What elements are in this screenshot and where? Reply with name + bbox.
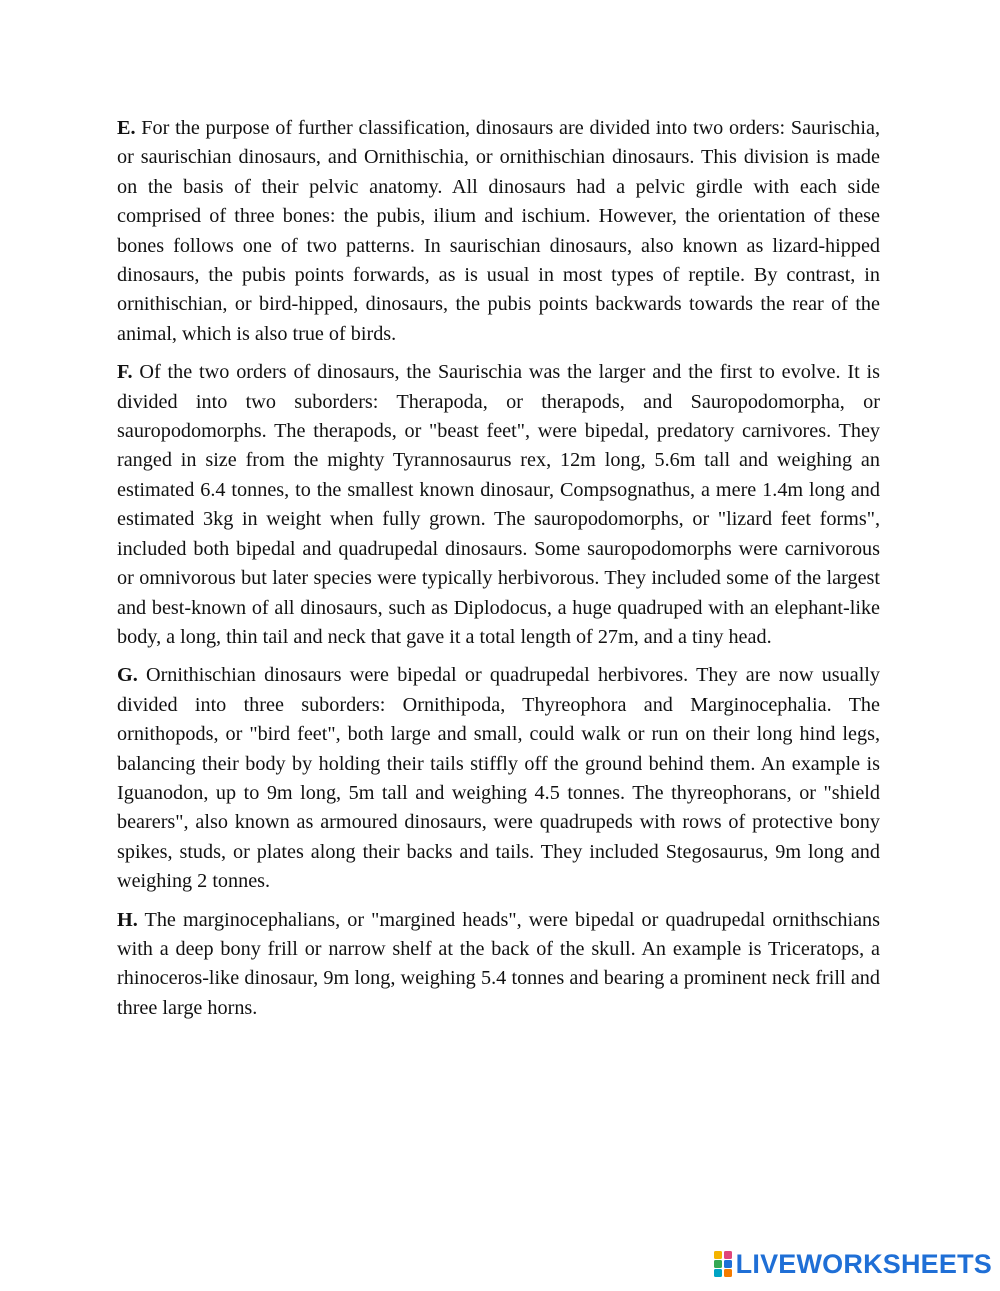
- paragraph-text: Of the two orders of dinosaurs, the Saurischia was the larger and the first to evolve. It is divided into two suborders: Therapoda, or therapods, and Sauropodomorpha, or sauropodomorphs. The therapods, or "beast feet", were bipedal, predatory carnivores. They ranged in size from the mighty Tyrannosaurus rex, 12m long, 5.6m tall and weighing an estimated 6.4 tonnes, to the smallest known dinosaur, Compsognathus, a mere 1.4m long and estimated 3kg in weight when fully grown. The sauropodomorphs, or "lizard feet forms", included both bipedal and quadrupedal dinosaurs. Some sauropodomorphs were carnivorous or omnivorous but later species were typically herbivorous. They included some of the largest and best-known of all dinosaurs, such as Diplodocus, a huge quadruped with an elephant-like body, a long, thin tail and neck that gave it a total length of 27m, and a tiny head.: [117, 361, 881, 648]
- paragraph-h: [117, 906, 880, 1024]
- paragraph-label: H.: [117, 908, 138, 931]
- liveworksheets-logo: [714, 1249, 992, 1279]
- paragraph-text: The marginocephalians, or "margined heads", were bipedal or quadrupedal ornithschians with a deep bony frill or narrow shelf at the back of the skull. An example is Triceratops, a rhinoceros-like dinosaur, 9m long, weighing 5.4 tonnes and bearing a prominent neck frill and three large horns.: [117, 908, 880, 1019]
- paragraph-label: G.: [117, 664, 138, 687]
- paragraph-label: E.: [117, 117, 136, 139]
- paragraph-text: Ornithischian dinosaurs were bipedal or quadrupedal herbivores. They are now usually divided into three suborders: Ornithipoda, Thyreophora and Marginocephalia. The ornithopods, or "bird feet", both large and small, could walk or run on their long hind legs, balancing their body by holding their tails stiffly off the ground behind them. An example is Iguanodon, up to 9m long, 5m tall and weighing 4.5 tonnes. The thyreophorans, or "shield bearers", also known as armoured dinosaurs, were quadrupeds with rows of protective bony spikes, studs, or plates along their backs and tails. They included Stegosaurus, 9m long and weighing 2 tonnes.: [117, 664, 881, 893]
- document-body: [117, 114, 880, 1032]
- paragraph-label: F.: [117, 361, 133, 384]
- paragraph-e: [117, 114, 880, 349]
- paragraph-text: For the purpose of further classification, dinosaurs are divided into two orders: Saurischia, or saurischian dinosaurs, and Ornithischia, or ornithischian dinosaurs. This division is made on the basis of their pelvic anatomy. All dinosaurs had a pelvic girdle with each side comprised of three bones: the pubis, ilium and ischium. However, the orientation of these bones follows one of two patterns. In saurischian dinosaurs, also known as lizard-hipped dinosaurs, the pubis points forwards, as is usual in most types of reptile. By contrast, in ornithischian, or bird-hipped, dinosaurs, the pubis points backwards towards the rear of the animal, which is also true of birds.: [117, 117, 880, 345]
- paragraph-g: [117, 661, 880, 896]
- paragraph-f: [117, 358, 880, 652]
- brand-wordmark: LIVEWORKSHEETS: [735, 1249, 992, 1279]
- liveworksheets-logo-icon: [714, 1251, 732, 1277]
